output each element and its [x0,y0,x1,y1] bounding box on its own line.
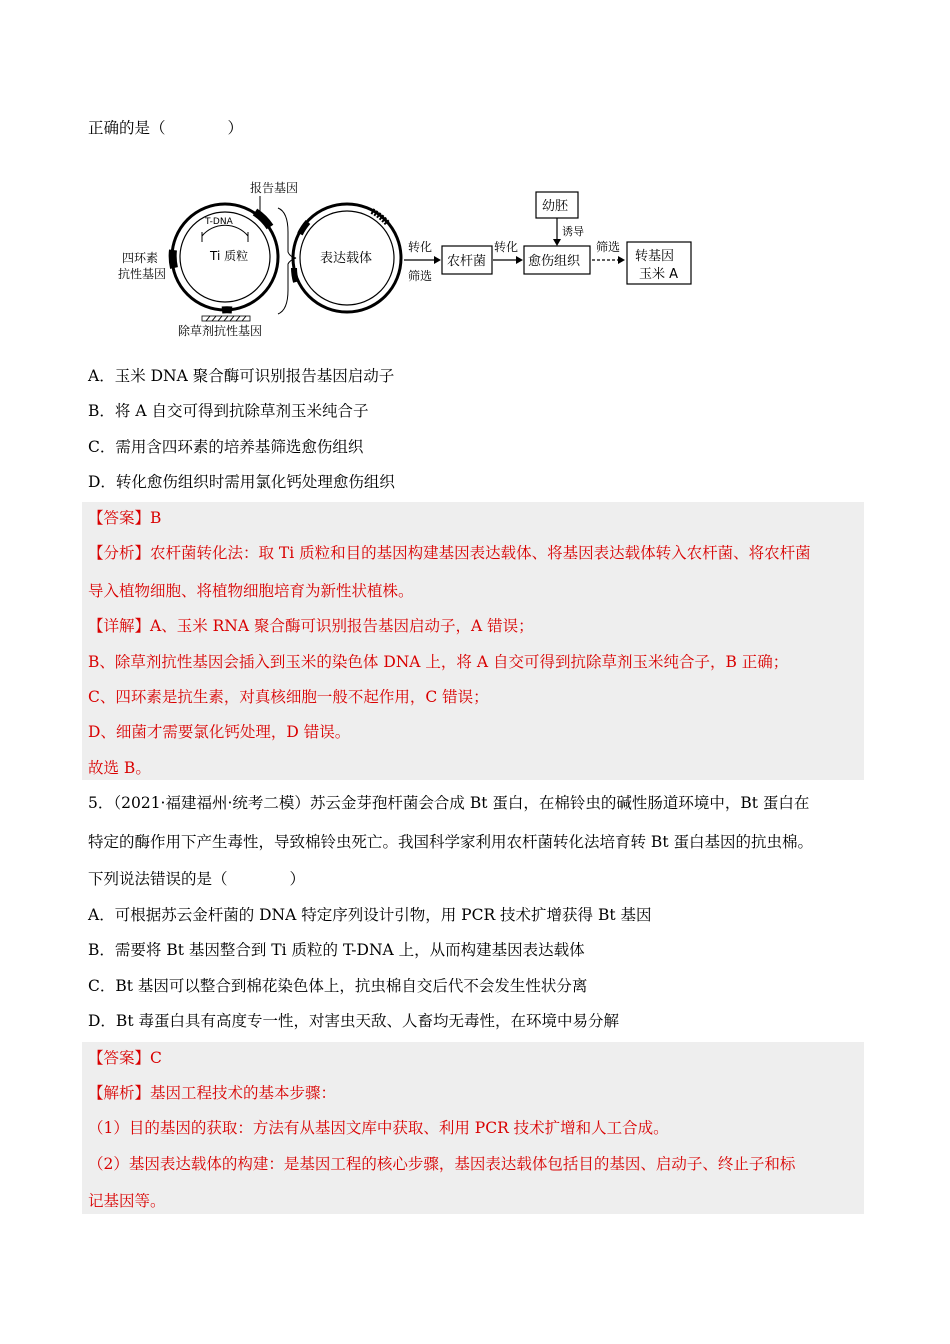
corn-label-2: 玉米 A [639,267,679,282]
embryo-label: 幼胚 [542,199,569,214]
q4-detail-line-2: B、除草剂抗性基因会插入到玉米的染色体 DNA 上，将 A 自交可得到抗除草剂玉米纯合子，B 正确； [88,653,789,671]
herbicide-gene-label: 除草剂抗性基因 [178,324,263,338]
q5-stem-line-1: 5．（2021·福建福州·统考二模）苏云金芽孢杆菌会合成 Bt 蛋白，在棉铃虫的碱性肠道环境中，Bt 蛋白在 [88,794,810,812]
q5-option-d: D．Bt 毒蛋白具有高度专一性，对害虫天敌、人畜均无毒性，在环境中易分解 [88,1012,619,1030]
q5-option-c: C．Bt 基因可以整合到棉花染色体上，抗虫棉自交后代不会发生性状分离 [88,977,588,995]
agrobacterium-label: 农杆菌 [447,254,487,269]
q5-answer: 【答案】C [88,1049,162,1067]
herbicide-gene-hatch [202,316,250,321]
q5-analysis-line-4: 记基因等。 [88,1192,166,1210]
q5-analysis-line-2: （1）目的基因的获取：方法有从基因文库中获取、利用 PCR 技术扩增和人工合成。 [88,1119,669,1137]
q4-option-a: A．玉米 DNA 聚合酶可识别报告基因启动子 [88,367,395,385]
q4-option-b: B．将 A 自交可得到抗除草剂玉米纯合子 [88,402,369,420]
q4-analysis-line-1: 【分析】农杆菌转化法：取 Ti 质粒和目的基因构建基因表达载体、将基因表达载体转入农杆菌、将农杆菌 [88,544,811,562]
q4-option-d: D．转化愈伤组织时需用氯化钙处理愈伤组织 [88,473,395,491]
gene-transfer-diagram [110,172,710,342]
q5-analysis-line-3: （2）基因表达载体的构建：是基因工程的核心步骤，基因表达载体包括目的基因、启动子、终止子和标 [88,1155,796,1173]
screen-label-1: 筛选 [408,269,433,283]
q5-option-a: A．可根据苏云金杆菌的 DNA 特定序列设计引物，用 PCR 技术扩增获得 Bt 基因 [88,906,652,924]
q5-stem-line-2: 特定的酶作用下产生毒性，导致棉铃虫死亡。我国科学家利用农杆菌转化法培育转 Bt 蛋白基因的抗虫棉。 [88,833,813,851]
expression-vector-label: 表达载体 [320,251,373,266]
tetracycline-label-2: 抗性基因 [118,267,167,281]
q5-stem-line-3: 下列说法错误的是（ ） [88,870,306,888]
induce-label: 诱导 [562,225,584,238]
tdna-label: T-DNA [205,217,233,227]
screen-label-2: 筛选 [596,240,621,254]
q4-analysis-line-2: 导入植物细胞、将植物细胞培育为新性状植株。 [88,582,414,600]
q4-detail-line-1: 【详解】A、玉米 RNA 聚合酶可识别报告基因启动子，A 错误； [88,617,534,635]
ti-plasmid-label: Ti 质粒 [210,249,249,263]
q4-answer: 【答案】B [88,509,162,527]
tetracycline-label-1: 四环素 [122,251,159,265]
q4-detail-line-5: 故选 B。 [88,759,151,777]
q5-option-b: B．需要将 Bt 基因整合到 Ti 质粒的 T-DNA 上，从而构建基因表达载体 [88,941,585,959]
report-gene-label: 报告基因 [250,181,299,195]
q4-detail-line-3: C、四环素是抗生素，对真核细胞一般不起作用，C 错误； [88,688,489,706]
transform-label-1: 转化 [408,240,433,254]
transform-label-2: 转化 [494,240,519,254]
question-stem-tail: 正确的是（ ） [88,119,244,137]
q4-option-c: C．需用含四环素的培养基筛选愈伤组织 [88,438,364,456]
corn-label-1: 转基因 [635,249,675,264]
callus-label: 愈伤组织 [528,254,581,269]
q5-analysis-line-1: 【解析】基因工程技术的基本步骤： [88,1084,337,1102]
q4-detail-line-4: D、细菌才需要氯化钙处理，D 错误。 [88,723,351,741]
